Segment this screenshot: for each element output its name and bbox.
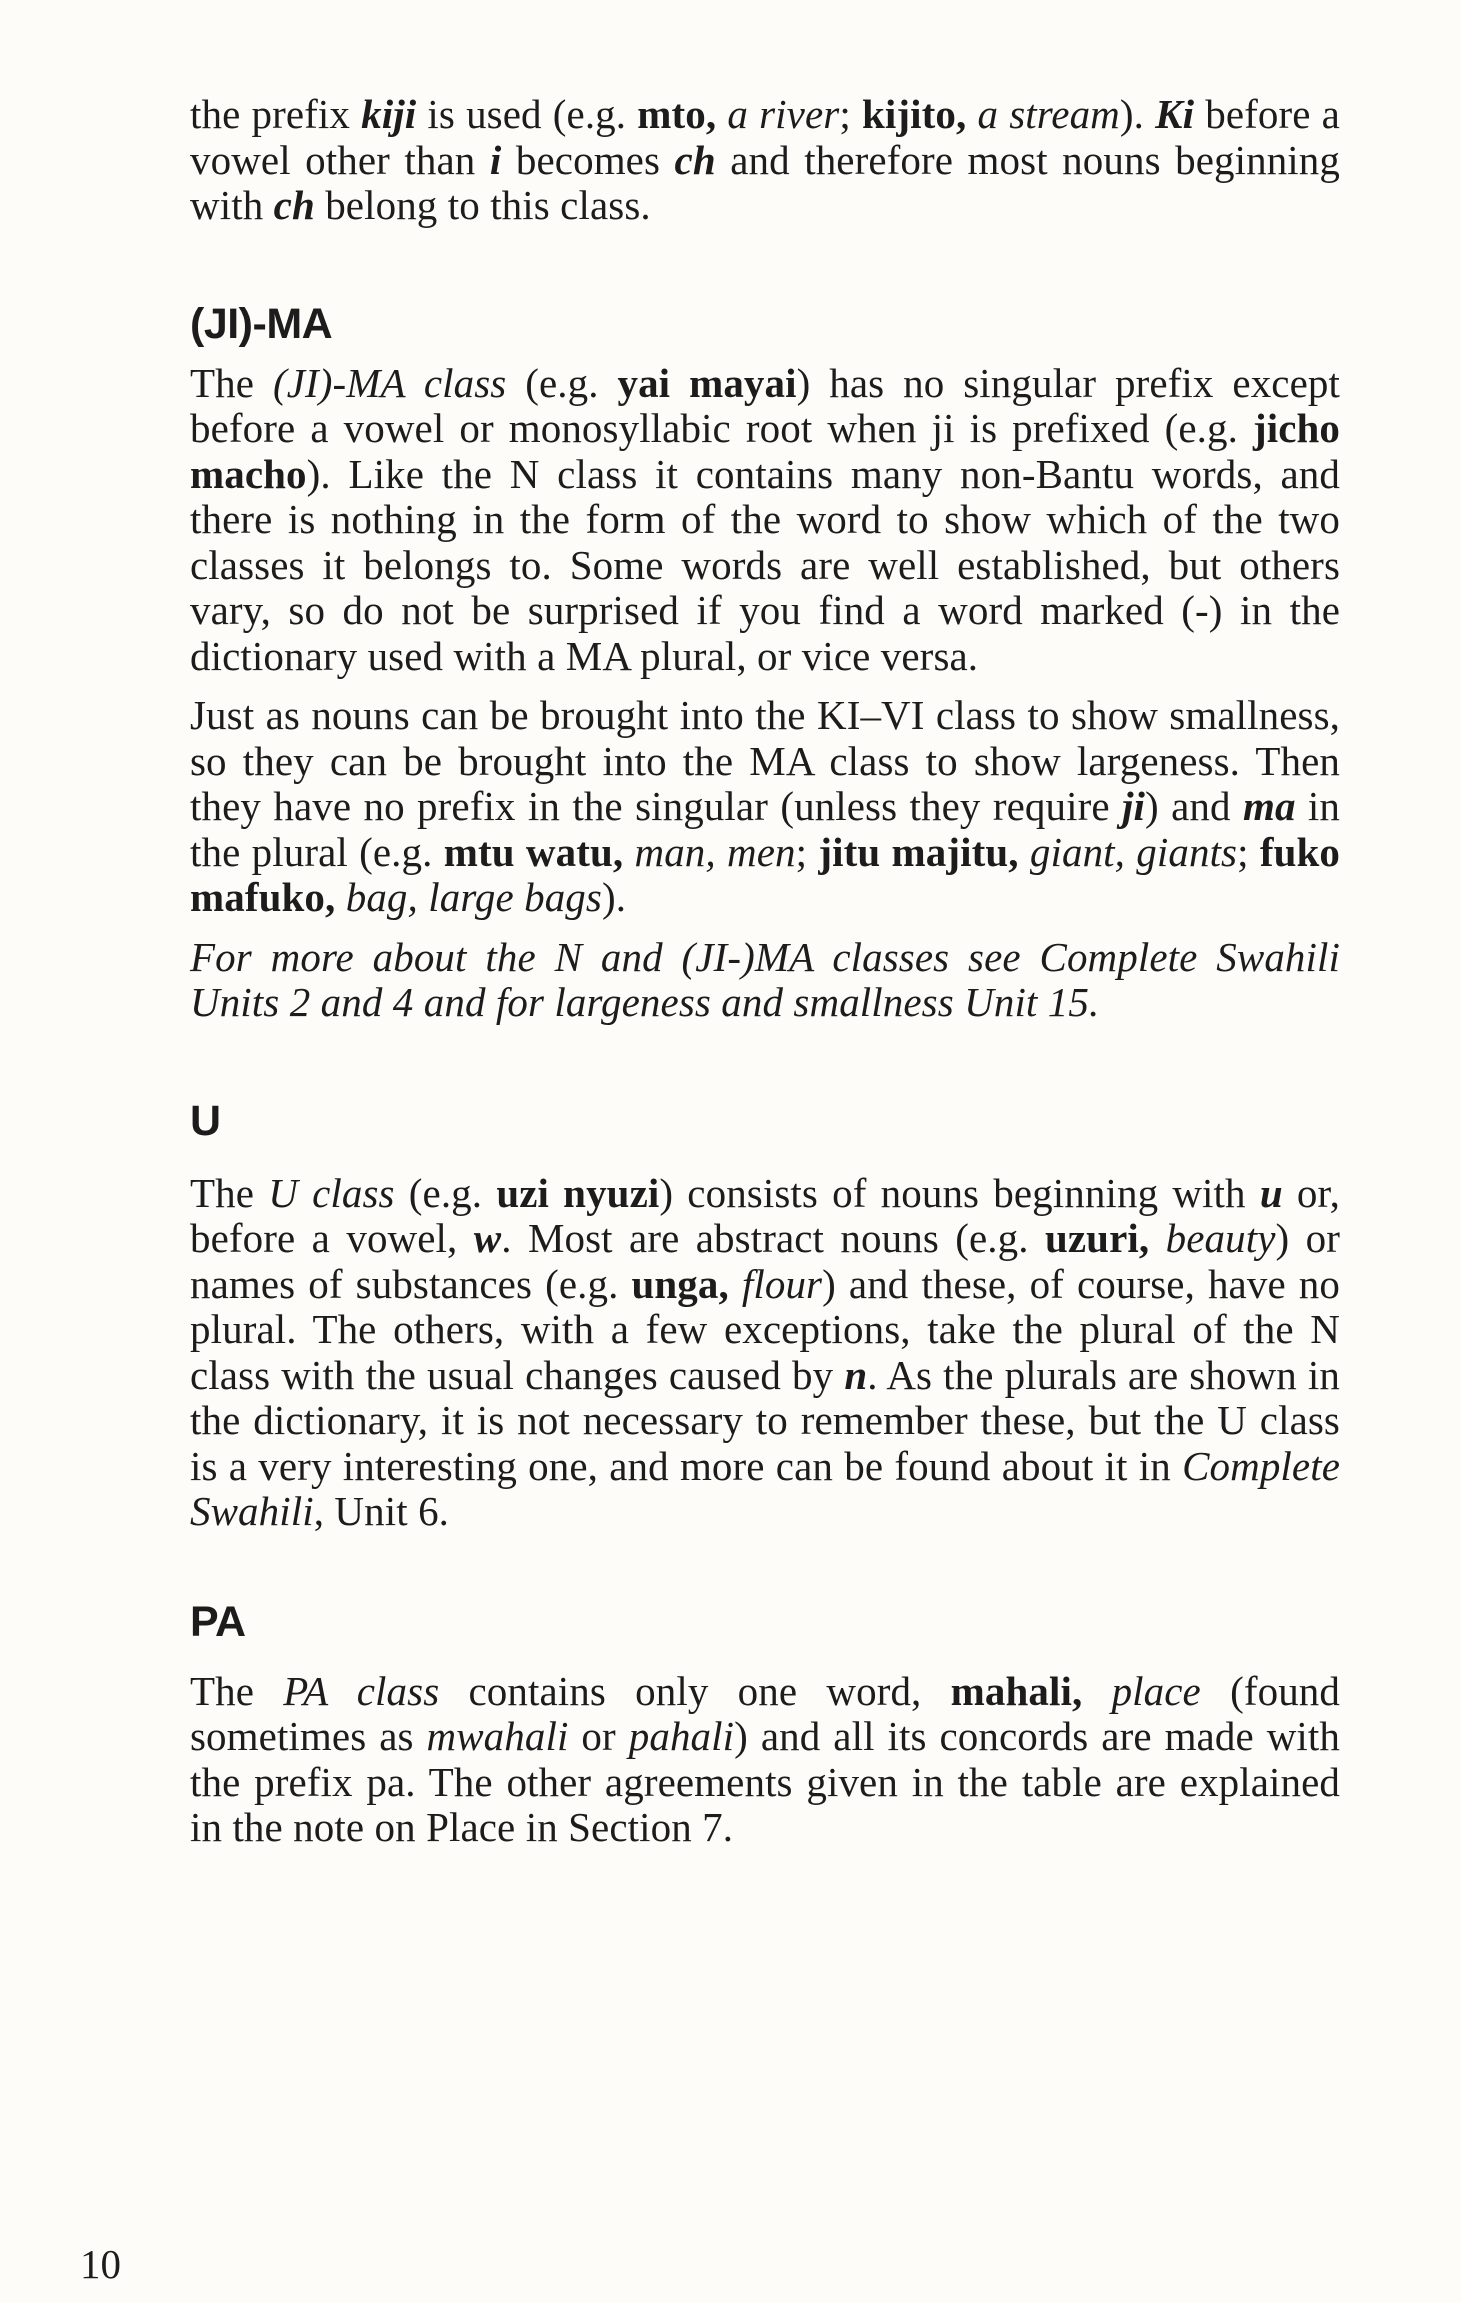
cross-reference-note: For more about the N and (JI-)MA classes see Complete Swahili Units 2 and 4 and for largeness and smallness Unit 15. — [190, 933, 1340, 1025]
intro-paragraph: the prefix kiji is used (e.g. mto, a river; kijito, a stream). Ki before a vowel other than i becomes ch and therefore most nouns beginning with ch belong to this class. — [190, 91, 1340, 228]
page-number: 10 — [80, 2241, 121, 2287]
ji-ma-paragraph: The (JI)-MA class (e.g. yai mayai) has no singular prefix except before a vowel or monosyllabic root when ji is prefixed (e.g. jicho macho). Like the N class it contains many non-Bantu words, and there is nothing in the form of the word to show which of the two classes it belongs to. Some words are well established, but others vary, so do not be surprised if you find a word marked (-) in the dictionary used with a MA plural, or vice versa. — [190, 359, 1340, 679]
page-content — [190, 92, 1340, 1851]
section-heading-ji-ma: (JI)-MA — [190, 299, 333, 348]
pa-paragraph: The PA class contains only one word, mahali, place (found sometimes as mwahali or pahali) and all its concords are made with the prefix pa. The other agreements given in the table are explained in the note on Place in Section 7. — [190, 1667, 1340, 1850]
section-heading-u: U — [190, 1096, 221, 1145]
section-heading-pa: PA — [190, 1597, 246, 1646]
largeness-paragraph: Just as nouns can be brought into the KI–VI class to show smallness, so they can be brought into the MA class to show largeness. Then they have no prefix in the singular (unless they require ji) and ma in the plural (e.g. mtu watu, man, men; jitu majitu, giant, giants; fuko mafuko, bag, large bags). — [190, 692, 1341, 920]
u-paragraph: The U class (e.g. uzi nyuzi) consists of nouns beginning with u or, before a vowel, w. Most are abstract nouns (e.g. uzuri, beauty) or names of substances (e.g. unga, flour) and these, of course, have no plural. The others, with a few exceptions, take the plural of the N class with the usual changes caused by n. As the plurals are shown in the dictionary, it is not necessary to remember these, but the U class is a very interesting one, and more can be found about it in Complete Swahili, Unit 6. — [190, 1169, 1340, 1534]
